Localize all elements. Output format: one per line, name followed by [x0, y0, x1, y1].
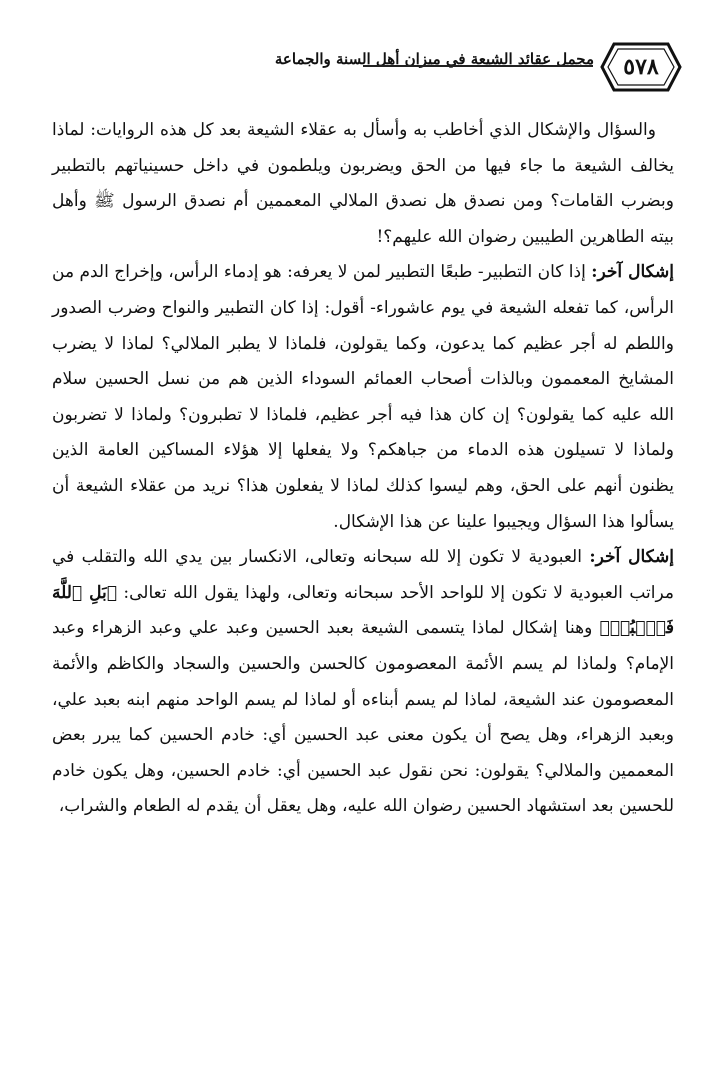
paragraph-3-text-before: العبودية لا تكون إلا لله سبحانه وتعالى، الانكسار بين يدي الله والتقلب في مراتب العبودية لا تكون إلا للواحد الأحد سبحانه وتعالى، ولهذا يقول الله تعالى: [52, 547, 674, 603]
header-rule [363, 65, 593, 67]
page-header [0, 0, 727, 100]
page-number: ٥٧٨ [623, 54, 659, 80]
running-title: مجمل عقائد الشيعة في ميزان أهل السنة والجماعة [274, 50, 594, 68]
paragraph-1 [52, 113, 674, 255]
page-body [52, 113, 674, 825]
paragraph-3-heading: إشكال آخر: [589, 547, 674, 568]
quran-verse: ﴿بَلِ ٱللَّهَ فَٱعۡبُدۡ﴾ [52, 582, 674, 639]
paragraph-3-text-after: وهنا إشكال لماذا يتسمى الشيعة بعبد الحسين وعبد علي وعبد الزهراء وعبد الإمام؟ ولماذا لم يسم الأئمة المعصومون كالحسن والحسين والسجاد والكاظم والأئمة المعصومون عند الشيعة، لماذا لم يسم أبناءه أو لماذا لم يسم الواحد منهم ابنه بعبد علي، وبعبد الزهراء، وهل يصح أن يكون معنى عبد الحسين أي: خادم الحسين كما يبرر بعض المعممين والملالي؟ يقولون: نحن نقول عبد الحسين أي: خادم الحسين، وهل يكون خادم للحسين بعد استشهاد الحسين رضوان الله عليه، وهل يعقل أن يقدم له الطعام والشراب، [52, 618, 674, 817]
paragraph-2-heading: إشكال آخر: [591, 262, 674, 283]
paragraph-3 [52, 540, 674, 825]
paragraph-1-text: والسؤال والإشكال الذي أخاطب به وأسأل به عقلاء الشيعة بعد كل هذه الروايات: لماذا يخالف الشيعة ما جاء فيها من الحق ويضربون ويلطمون في داخل حسينياتهم بالتطبير وبضرب القامات؟ ومن نصدق هل نصدق الملالي المعممين أم نصدق الرسول ﷺ وأهل بيته الطاهرين الطيبين رضوان الله عليهم؟! [52, 120, 674, 247]
paragraph-2 [52, 255, 674, 540]
paragraph-2-text: إذا كان التطبير- طبعًا التطبير لمن لا يعرفه: هو إدماء الرأس، وإخراج الدم من الرأس، كما تفعله الشيعة في يوم عاشوراء- أقول: إذا كان التطبير والنواح وضرب الصدور واللطم له أجر عظيم كما يدعون، وكما يقولون، فلماذا لا يطبر الملالي؟ لماذا لا يضرب المشايخ المعممون وبالذات أصحاب العمائم السوداء الذين هم من نسل الحسين سلام الله عليه كما يقولون؟ إن كان هذا فيه أجر عظيم، فلماذا لا تطبرون؟ ولماذا لا تضربون ولماذا لا تسيلون هذه الدماء من جباهكم؟ ولا يفعلها إلا هؤلاء المساكين العامة الذين يظنون أنهم على الحق، وهم ليسوا كذلك لماذا لا يفعلون هذا؟ نريد من عقلاء الشيعة أن يسألوا هذا السؤال ويجيبوا علينا عن هذا الإشكال. [52, 262, 674, 532]
